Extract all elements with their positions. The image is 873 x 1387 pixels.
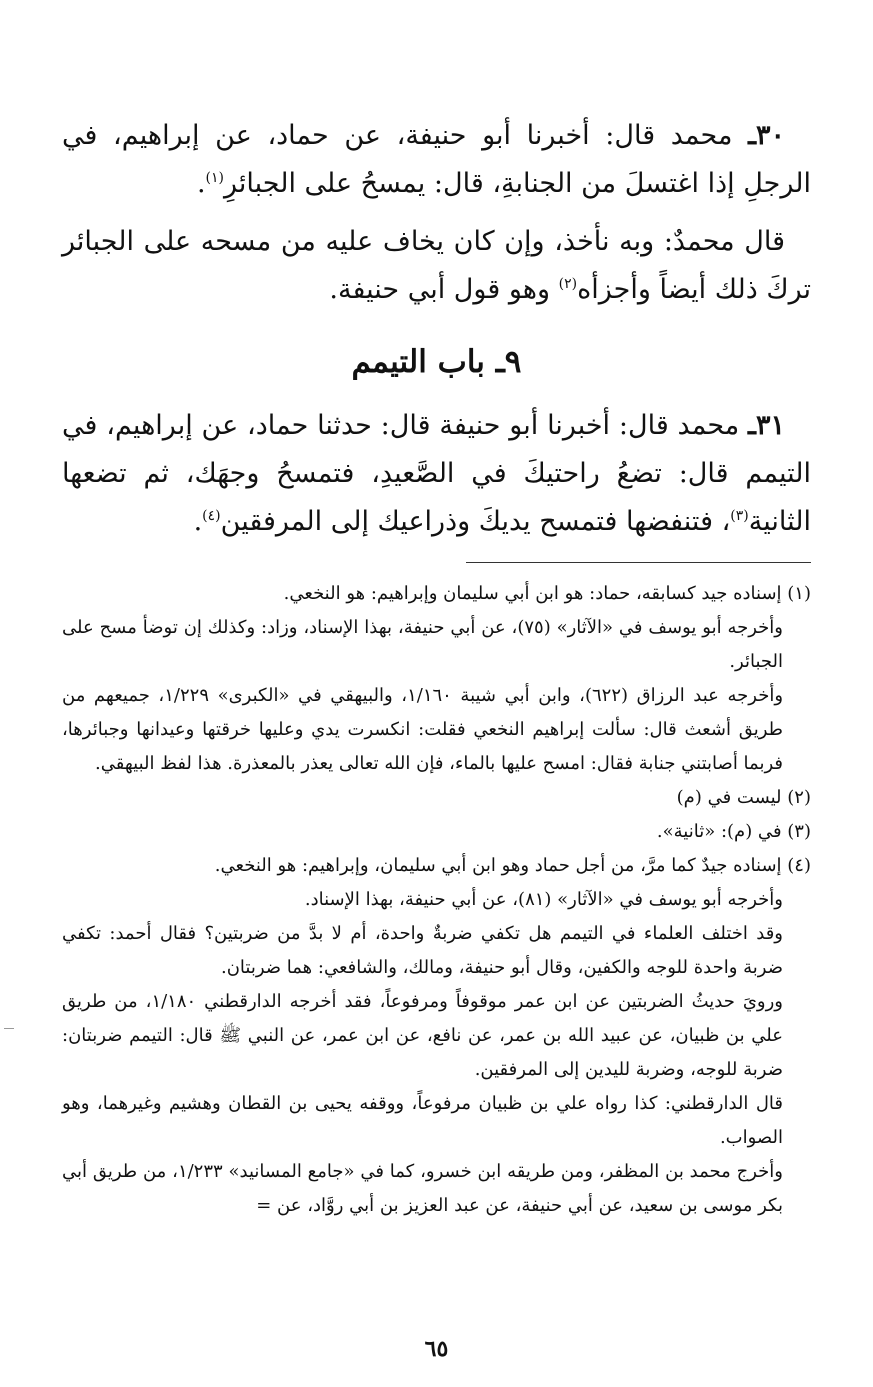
- footnote-ref-1[interactable]: (١): [205, 170, 224, 186]
- footnote-2: (٢) ليست في (م): [676, 787, 811, 808]
- footnote-1-source: وأخرجه أبو يوسف في «الآثار» (٧٥)، عن أبي حنيفة، بهذا الإسناد، وزاد: وكذلك إن توضأ مسح على الجبائر.: [62, 617, 783, 672]
- footnote-4-discussion: وأخرج محمد بن المظفر، ومن طريقه ابن خسرو، كما في «جامع المسانيد» ١/٢٣٣، من طريق أبي بكر موسى بن سعيد، عن أبي حنيفة، عن عبد العزيز بن أبي روَّاد، عن =: [62, 1161, 783, 1216]
- paragraph-text: قال محمدٌ: وبه نأخذ، وإن كان يخاف عليه من مسحه على الجبائر تركَ ذلك أيضاً وأجزأه: [62, 226, 811, 305]
- footnote-separator: [466, 562, 811, 563]
- paragraph-31: [62, 402, 811, 546]
- footnote-ref-3[interactable]: (٣): [730, 508, 749, 524]
- paragraph-text-mid: ، فتنفضها فتمسح يديكَ وذراعيك إلى المرفقين: [220, 506, 731, 537]
- paragraph-30: [62, 112, 811, 208]
- footnote-4-source: وأخرجه أبو يوسف في «الآثار» (٨١)، عن أبي حنيفة، بهذا الإسناد.: [304, 889, 783, 910]
- paragraph-text: محمد قال: أخبرنا أبو حنيفة، عن حماد، عن إبراهيم، في الرجلِ إذا اغتسلَ من الجنابةِ، قال: يمسحُ على الجبائرِ: [62, 120, 811, 199]
- footnotes: [62, 577, 811, 1223]
- paragraph-text-end: .: [193, 506, 203, 537]
- footnote-4: (٤) إسناده جيدٌ كما مرَّ، من أجل حماد وهو ابن أبي سليمان، وإبراهيم: هو النخعي.: [214, 855, 811, 876]
- footnote-1-source: وأخرجه عبد الرزاق (٦٢٢)، وابن أبي شيبة ١/١٦٠، والبيهقي في «الكبرى» ١/٢٢٩، جميعهم من طريق أشعث قال: سألت إبراهيم النخعي فقلت: انكسرت يدي وعليها خرقتها وعيدانها وجبائرها، فربما أصابتني جنابة فقال: امسح عليها بالماء، فإن الله تعالى يعذر بالمعذرة. هذا لفظ البيهقي.: [62, 685, 784, 774]
- footnote-4-discussion: ورويَ حديثُ الضربتين عن ابن عمر موقوفاً ومرفوعاً، فقد أخرجه الدارقطني ١/١٨٠، من طريق علي بن ظبيان، عن عبيد الله بن عمر، عن نافع، عن ابن عمر، عن النبي ﷺ قال: التيمم ضربتان: ضربة للوجه، وضربة لليدين إلى المرفقين.: [62, 991, 783, 1080]
- footnote-3: (٣) في (م): «ثانية».: [656, 821, 811, 842]
- page-body: [62, 112, 811, 1223]
- main-text: [62, 112, 811, 546]
- paragraph-30-commentary: [62, 218, 811, 314]
- margin-mark: [4, 1028, 14, 1029]
- footnote-4-discussion: وقد اختلف العلماء في التيمم هل تكفي ضربةٌ واحدة، أم لا بدَّ من ضربتين؟ فقال أحمد: تكفي ضربة واحدة للوجه والكفين، وقال أبو حنيفة، ومالك، والشافعي: هما ضربتان.: [62, 923, 783, 978]
- paragraph-text-end: .: [196, 168, 206, 199]
- page-number: ٦٥: [424, 1336, 449, 1362]
- chapter-title: ٩ـ باب التيمم: [351, 344, 522, 380]
- footnote-ref-2[interactable]: (٢): [558, 276, 578, 292]
- paragraph-text-end: وهو قول أبي حنيفة.: [329, 274, 559, 305]
- footnote-ref-4[interactable]: (٤): [202, 508, 221, 524]
- paragraph-number: ٣١ـ: [748, 410, 785, 441]
- footnote-4-discussion: قال الدارقطني: كذا رواه علي بن ظبيان مرفوعاً، ووقفه يحيى بن القطان وهشيم وغيرهما، وهو الصواب.: [62, 1093, 783, 1148]
- paragraph-text: محمد قال: أخبرنا أبو حنيفة قال: حدثنا حماد، عن إبراهيم، في التيمم قال: تضعُ راحتيكَ في الصَّعيدِ، فتمسحُ وجهَك، ثم تضعها الثانية: [62, 410, 811, 537]
- paragraph-number: ٣٠ـ: [748, 120, 785, 151]
- footnote-1: (١) إسناده جيد كسابقه، حماد: هو ابن أبي سليمان وإبراهيم: هو النخعي.: [283, 583, 811, 604]
